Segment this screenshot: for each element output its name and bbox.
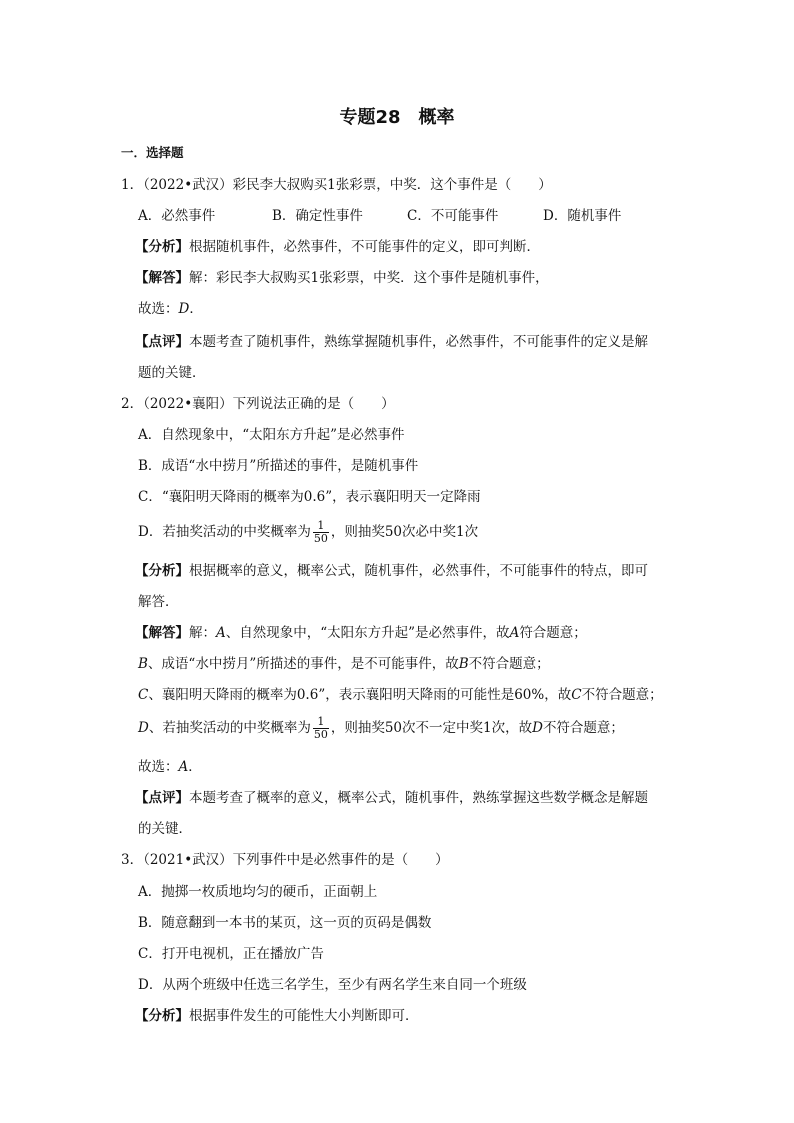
question-3-option-b: B．随意翻到一本书的某页，这一页的页码是偶数 bbox=[138, 915, 432, 931]
question-2-stem: 2．（2022•襄阳）下列说法正确的是（ ） bbox=[121, 396, 395, 412]
question-2-answer-b: B、成语“水中捞月”所描述的事件，是不可能事件，故B不符合题意； bbox=[138, 656, 550, 672]
analysis-tag: 【分析】 bbox=[135, 1008, 189, 1024]
question-2-answer-c: C、襄阳明天降雨的概率为0.6”，表示襄阳明天降雨的可能性是60%，故C不符合题意； bbox=[138, 687, 663, 703]
analysis-tag: 【分析】 bbox=[135, 563, 189, 579]
question-2-option-d: D．若抽奖活动的中奖概率为 $\frac{1}{50}$ ，则抽奖50次必中奖1次 bbox=[138, 519, 479, 545]
question-2-analysis-cont: 解答． bbox=[138, 594, 179, 610]
question-2-comment-cont: 的关键． bbox=[138, 821, 192, 837]
question-1-option-b: B．确定性事件 bbox=[272, 208, 363, 224]
question-2-analysis: 【分析】根据概率的意义，概率公式，随机事件，必然事件，不可能事件的特点，即可 bbox=[135, 563, 648, 579]
question-1-option-d: D．随机事件 bbox=[543, 208, 622, 224]
question-2-option-c: C．“襄阳明天降雨的概率为0.6”，表示襄阳明天一定降雨 bbox=[138, 489, 481, 505]
question-2-answer-d: D、若抽奖活动的中奖概率为 $\frac{1}{50}$ ，则抽奖50次不一定中奖1次，故D不符合题意； bbox=[138, 715, 624, 741]
analysis-tag: 【分析】 bbox=[135, 239, 189, 255]
page-title: 专题28 概率 bbox=[339, 107, 455, 128]
question-2-comment: 【点评】本题考查了概率的意义，概率公式，随机事件，熟练掌握这些数学概念是解题 bbox=[135, 790, 648, 806]
question-3-stem: 3．（2021•武汉）下列事件中是必然事件的是（ ） bbox=[121, 852, 449, 868]
question-1-option-c: C．不可能事件 bbox=[407, 208, 499, 224]
question-1-comment-cont: 题的关键． bbox=[138, 365, 206, 381]
analysis-text: 根据随机事件，必然事件，不可能事件的定义，即可判断． bbox=[189, 239, 540, 255]
answer-tag: 【解答】 bbox=[135, 625, 189, 641]
question-1-choice: 故选：D． bbox=[138, 301, 203, 317]
comment-tag: 【点评】 bbox=[135, 790, 189, 806]
question-2-option-a: A．自然现象中，“太阳东方升起”是必然事件 bbox=[138, 427, 405, 443]
fraction: $\frac{1}{50}$ bbox=[313, 519, 328, 545]
question-3-option-a: A．抛掷一枚质地均匀的硬币，正面朝上 bbox=[138, 884, 378, 900]
question-1-comment: 【点评】本题考查了随机事件，熟练掌握随机事件，必然事件，不可能事件的定义是解 bbox=[135, 334, 648, 350]
section-heading: 一．选择题 bbox=[121, 145, 184, 160]
answer-tag: 【解答】 bbox=[135, 270, 189, 286]
question-2-answer-a: 【解答】解：A、自然现象中，“太阳东方升起”是必然事件，故A符合题意； bbox=[135, 625, 587, 641]
choice-letter: A bbox=[178, 759, 189, 775]
question-1-option-a: A．必然事件 bbox=[138, 208, 216, 224]
fraction: $\frac{1}{50}$ bbox=[313, 715, 328, 741]
question-2-choice: 故选：A． bbox=[138, 759, 202, 775]
question-1-answer bbox=[135, 268, 549, 288]
question-2-option-b: B．成语“水中捞月”所描述的事件，是随机事件 bbox=[138, 458, 419, 474]
question-3-option-d: D．从两个班级中任选三名学生，至少有两名学生来自同一个班级 bbox=[138, 977, 527, 993]
answer-text: 解：彩民李大叔购买1张彩票，中奖．这个事件是随机事件， bbox=[189, 270, 549, 286]
question-3-analysis: 【分析】根据事件发生的可能性大小判断即可． bbox=[135, 1008, 419, 1024]
choice-letter: D bbox=[178, 301, 190, 317]
question-1-analysis bbox=[135, 237, 540, 257]
question-1-stem: 1．（2022•武汉）彩民李大叔购买1张彩票，中奖．这个事件是（ ） bbox=[121, 177, 552, 193]
question-3-option-c: C．打开电视机，正在播放广告 bbox=[138, 946, 324, 962]
comment-tag: 【点评】 bbox=[135, 334, 189, 350]
